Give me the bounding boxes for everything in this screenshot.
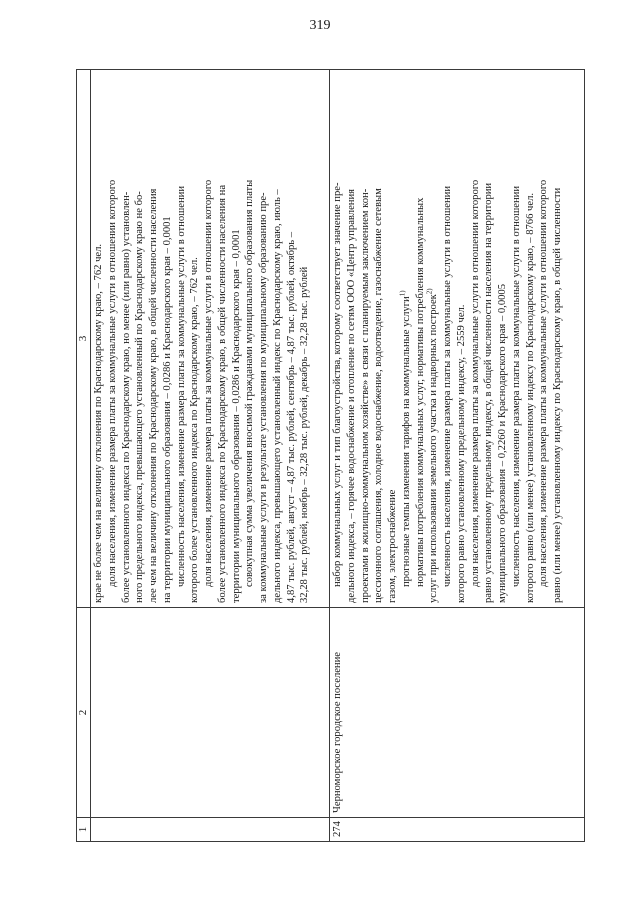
text-line: ного предельного индекса, превышающего установленный по Краснодарскому краю не бо- <box>134 191 146 603</box>
text-line: муниципального образования – 0,2260 и Краснодарского края – 0,0005 <box>497 283 509 603</box>
text-line: доля населения, изменение размера платы за коммунальные услуги в отношении которого <box>203 179 215 587</box>
table-header-row <box>77 70 91 842</box>
text-line: равно установленному предельному индексу, в общей численности населения на территории <box>483 182 495 603</box>
text-line: проектами в жилищно-коммунальном хозяйстве» в связи с планируемым заключением кон- <box>359 188 371 603</box>
page-number: 319 <box>309 18 331 33</box>
text-line: крае не более чем на величину отклонения по Краснодарскому краю, – 762 чел. <box>93 243 104 603</box>
rotated-table-sheet <box>76 70 584 842</box>
row-number-cell <box>91 818 330 842</box>
text-line: лее чем на величину отклонения по Краснодарскому краю, в общей численности населения <box>148 188 160 603</box>
footnote-mark: 2) <box>425 288 434 295</box>
row-number-cell: 274 <box>330 818 585 842</box>
text-line: равно (или менее) установленному индексу по Краснодарскому краю, в общей численности <box>552 187 564 603</box>
text-line: на территории муниципального образования – 0,0286 и Краснодарского края – 0,0001 <box>161 216 173 603</box>
text-line: дельного индекса, – горячее водоснабжение и отопление по сетям ООО «Центр управления <box>345 189 357 603</box>
text-line: цессионного соглашения, холодное водоснабжение, водоотведение, газоснабжение сетевым <box>373 188 385 603</box>
description-cell <box>330 70 585 608</box>
table-row <box>91 70 330 842</box>
text-line: территории муниципального образования – 0,0286 и Краснодарского края – 0,0001 <box>230 229 242 603</box>
text-line: численность населения, изменение размера платы за коммунальные услуги в отношении <box>510 185 522 587</box>
text-line: которого более установленного индекса по Краснодарскому краю, – 762 чел. <box>189 257 201 603</box>
text-line: доля населения, изменение размера платы за коммунальные услуги в отношении которого <box>538 179 550 587</box>
table-row <box>330 70 585 842</box>
text-line: численность населения, изменение размера платы за коммунальные услуги в отношении <box>442 185 454 587</box>
text-line: 4,87 тыс. рублей, август – 4,87 тыс. рублей, сентябрь – 4,87 тыс. рублей, октябрь – <box>285 231 297 603</box>
text-line: совокупная сумма увеличения вносимой гражданами муниципального образования платы <box>244 179 256 587</box>
text-line: за коммунальные услуги в результате установления по муниципальному образованию пре- <box>258 192 270 603</box>
column-header-3: 3 <box>77 70 91 608</box>
text-line: которого равно установленному предельному индексу, – 2559 чел. <box>455 304 467 603</box>
text-line: доля населения, изменение размера платы за коммунальные услуги в отношении которого <box>106 179 118 587</box>
footnote-mark: 1) <box>398 290 407 297</box>
column-header-1: 1 <box>77 818 91 842</box>
column-header-2: 2 <box>77 608 91 818</box>
text-line: нормативы потребления коммунальных услуг, нормативы потребления коммунальных <box>414 197 426 587</box>
municipality-name-cell: Черноморское городское поселение <box>330 608 585 818</box>
description-cell <box>91 70 330 608</box>
text-line: доля населения, изменение размера платы за коммунальные услуги в отношении которого <box>469 179 481 587</box>
text-segment: услуг при использовании земельного участка и надворных построек <box>428 294 440 603</box>
text-line: газом, электроснабжение <box>387 489 399 603</box>
text-line: численность населения, изменение размера платы за коммунальные услуги в отношении <box>175 185 187 587</box>
text-line: более установленного индекса по Краснодарскому краю, но менее (или равно) установлен- <box>120 191 132 603</box>
text-line: набор коммунальных услуг и тип благоустройства, которому соответствует значение пре- <box>332 182 343 587</box>
text-line <box>427 74 441 603</box>
tariff-table <box>76 69 585 842</box>
text-line: которого равно (или менее) установленному индексу по Краснодарскому краю, – 8766 чел. <box>524 192 536 603</box>
text-segment: прогнозные темпы изменения тарифов на коммунальные услуги <box>400 296 412 587</box>
text-line: дельного индекса, превышающего установленный индекс по Краснодарскому краю, июль – <box>271 189 283 603</box>
text-line: более установленного индекса по Краснодарскому краю, в общей численности населения на <box>216 184 228 603</box>
text-line: 32,28 тыс. рублей, ноябрь – 32,28 тыс. рублей, декабрь – 32,28 тыс. рублей <box>299 266 311 603</box>
municipality-name-cell <box>91 608 330 818</box>
text-line <box>400 74 414 603</box>
